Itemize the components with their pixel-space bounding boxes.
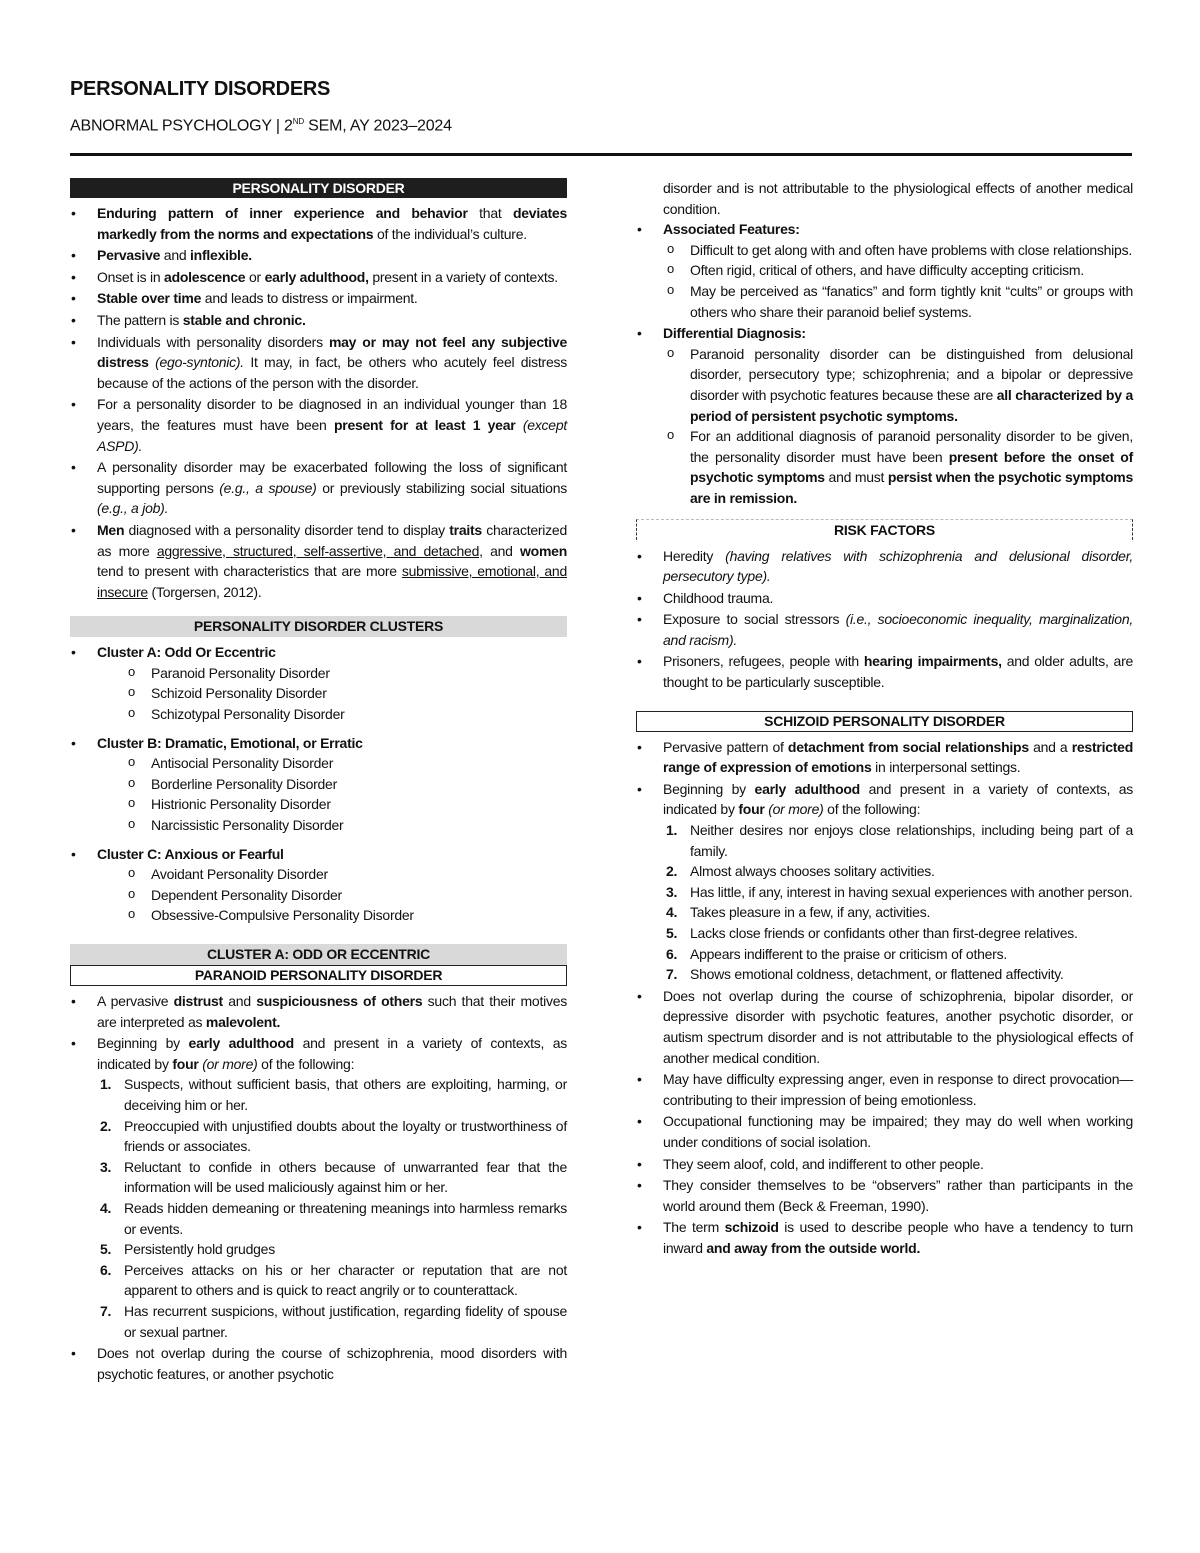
list-item: • Stable over time and leads to distress or impairment.: [70, 288, 567, 309]
document-subtitle: [70, 117, 452, 135]
list-item: • They seem aloof, cold, and indifferent to other people.: [636, 1154, 1133, 1175]
section-heading-schizoid: SCHIZOID PERSONALITY DISORDER: [636, 711, 1133, 732]
list-item: • Occupational functioning may be impaired; they may do well when working under conditions of social isolation.: [636, 1111, 1133, 1152]
sub-item: o Borderline Personality Disorder: [124, 774, 567, 795]
list-item: • A pervasive distrust and suspiciousness of others such that their motives are interpreted as malevolent.: [70, 991, 567, 1032]
sub-item: o Schizoid Personality Disorder: [124, 683, 567, 704]
sub-item: o Antisocial Personality Disorder: [124, 753, 567, 774]
cluster-item: • Cluster A: Odd Or Eccentric o Paranoid Personality Disorder o Schizoid Personality Disorder o Schizotypal Personality Disorder: [70, 642, 567, 724]
section-heading-paranoid: PARANOID PERSONALITY DISORDER: [70, 965, 567, 986]
sub-item: o For an additional diagnosis of paranoid personality disorder to be given, the personality disorder must have been present before the onset of psychotic symptoms and must persist when the psychotic symptoms are in remission.: [663, 426, 1133, 508]
criterion-item: 1. Suspects, without sufficient basis, that others are exploiting, harming, or deceiving him or her.: [100, 1076, 567, 1113]
criterion-item: 3. Has little, if any, interest in having sexual experiences with another person.: [666, 883, 1133, 900]
right-column: [636, 178, 1133, 1260]
clusters-list: [70, 642, 567, 926]
subtitle-text: ABNORMAL PSYCHOLOGY | 2: [70, 117, 293, 135]
sub-item: o Schizotypal Personality Disorder: [124, 704, 567, 725]
personality-disorder-list: [70, 203, 567, 602]
paranoid-continued-list: [636, 219, 1133, 508]
list-item: • Enduring pattern of inner experience and behavior that deviates markedly from the norms and expectations of the individual’s culture.: [70, 203, 567, 244]
criterion-item: 2. Almost always chooses solitary activities.: [666, 863, 935, 880]
subtitle-text-end: SEM, AY 2023–2024: [303, 117, 452, 135]
list-item: • Men diagnosed with a personality disorder tend to display traits characterized as more aggressive, structured, self-assertive, and detached, and women tend to present with characteristics that are more submissive, emotional, and insecure (Torgersen, 2012).: [70, 520, 567, 602]
risk-factors-list: [636, 546, 1133, 693]
continued-text: disorder and is not attributable to the physiological effects of another medical condition.: [663, 180, 1133, 217]
list-item: • Does not overlap during the course of schizophrenia, bipolar disorder, or depressive disorder with psychotic features, another psychotic disorder, or autism spectrum disorder and is not attributable to the physiological effects of another medical condition.: [636, 986, 1133, 1068]
subtitle-superscript: ND: [292, 117, 304, 126]
list-item: • Childhood trauma.: [636, 588, 1133, 609]
list-item: • Does not overlap during the course of schizophrenia, mood disorders with psychotic features, or another psychotic: [70, 1343, 567, 1384]
cluster-item: • Cluster C: Anxious or Fearful o Avoidant Personality Disorder o Dependent Personality Disorder o Obsessive-Compulsive Personality Disorder: [70, 844, 567, 926]
cluster-item: • Cluster B: Dramatic, Emotional, or Erratic o Antisocial Personality Disorder o Borderline Personality Disorder o Histrionic Personality Disorder o Narcissistic Personality Disorder: [70, 733, 567, 836]
sub-item: o Obsessive-Compulsive Personality Disorder: [124, 905, 567, 926]
left-column: [70, 178, 567, 1385]
criterion-item: 3. Reluctant to confide in others because of unwarranted fear that the information will be used maliciously against him or her.: [100, 1158, 567, 1196]
criterion-item: 7. Has recurrent suspicions, without justification, regarding fidelity of spouse or sexual partner.: [100, 1302, 567, 1340]
list-item: • Associated Features: o Difficult to get along with and often have problems with close relationships. o Often rigid, critical of others, and have difficulty accepting criticism. o May be perceived as “fanatics” and form tightly knit “cults” or groups with others who share their paranoid belief systems.: [636, 219, 1133, 322]
list-item: • Pervasive pattern of detachment from social relationships and a restricted range of expression of emotions in interpersonal settings.: [636, 737, 1133, 778]
sub-item: o Paranoid personality disorder can be distinguished from delusional disorder, persecutory type; schizophrenia; and a bipolar or depressive disorder with psychotic features because these are all characterized by a period of persistent psychotic symptoms.: [663, 344, 1133, 426]
criterion-item: 4. Reads hidden demeaning or threatening meanings into harmless remarks or events.: [100, 1199, 567, 1237]
list-item: • Differential Diagnosis: o Paranoid personality disorder can be distinguished from delusional disorder, persecutory type; schizophrenia; and a bipolar or depressive disorder with psychotic features because these are all characterized by a period of persistent psychotic symptoms. o For an additional diagnosis of paranoid personality disorder to be given, the personality disorder must have been present before the onset of psychotic symptoms and must persist when the psychotic symptoms are in remission.: [636, 323, 1133, 508]
sub-item: o Histrionic Personality Disorder: [124, 794, 567, 815]
sub-item: o Often rigid, critical of others, and have difficulty accepting criticism.: [663, 260, 1133, 281]
section-heading-clusters: PERSONALITY DISORDER CLUSTERS: [70, 616, 567, 637]
list-item: • May have difficulty expressing anger, even in response to direct provocation—contributing to their impression of being emotionless.: [636, 1069, 1133, 1110]
list-item: • Onset is in adolescence or early adulthood, present in a variety of contexts.: [70, 267, 567, 288]
criterion-item: 6. Perceives attacks on his or her character or reputation that are not apparent to others and is quick to react angrily or to counterattack.: [100, 1261, 567, 1299]
section-heading-personality-disorder: PERSONALITY DISORDER: [70, 178, 567, 198]
criterion-item: 2. Preoccupied with unjustified doubts about the loyalty or trustworthiness of friends or associates.: [100, 1117, 567, 1155]
sub-item: o Narcissistic Personality Disorder: [124, 815, 567, 836]
list-item: • The pattern is stable and chronic.: [70, 310, 567, 331]
sub-item: o Dependent Personality Disorder: [124, 885, 567, 906]
document-title: PERSONALITY DISORDERS: [70, 78, 331, 100]
list-item: • Exposure to social stressors (i.e., socioeconomic inequality, marginalization, and racism).: [636, 609, 1133, 650]
sub-item: o Avoidant Personality Disorder: [124, 864, 567, 885]
list-item: • For a personality disorder to be diagnosed in an individual younger than 18 years, the features must have been present for at least 1 year (except ASPD).: [70, 394, 567, 456]
criterion-item: 1. Neither desires nor enjoys close relationships, including being part of a family.: [666, 822, 1133, 859]
criterion-item: 6. Appears indifferent to the praise or criticism of others.: [666, 945, 1007, 962]
list-item: • Individuals with personality disorders may or may not feel any subjective distress (ego-syntonic). It may, in fact, be others who acutely feel distress because of the actions of the person with the disorder.: [70, 332, 567, 394]
criterion-item: 7. Shows emotional coldness, detachment, or flattened affectivity.: [666, 966, 1064, 983]
section-heading-cluster-a: CLUSTER A: ODD OR ECCENTRIC: [70, 944, 567, 965]
list-item: • Pervasive and inflexible.: [70, 245, 567, 266]
paranoid-list: [70, 991, 567, 1384]
sub-item: o Difficult to get along with and often have problems with close relationships.: [663, 240, 1133, 261]
section-heading-risk-factors: RISK FACTORS: [636, 519, 1133, 540]
criterion-item: 4. Takes pleasure in a few, if any, activities.: [666, 904, 931, 921]
sub-item: o May be perceived as “fanatics” and form tightly knit “cults” or groups with others who share their paranoid belief systems.: [663, 281, 1133, 322]
list-item: • Beginning by early adulthood and present in a variety of contexts, as indicated by four (or more) of the following: 1. Suspects, without sufficient basis, that others are exploiting, harming, or deceiving him or her. 2. Preoccupied with unjustified doubts about the loyalty or trustworthiness of friends or associates. 3. Reluctant to confide in others because of unwarranted fear that the information will be used maliciously against him or her. 4. Reads hidden demeaning or threatening meanings into harmless remarks or events. 5. Persistently hold grudges 6. Perceives attacks on his or her character or reputation that are not apparent to others and is quick to react angrily or to counterattack. 7. Has recurrent suspicions, without justification, regarding fidelity of spouse or sexual partner.: [70, 1033, 567, 1342]
list-item: • Prisoners, refugees, people with hearing impairments, and older adults, are thought to be particularly susceptible.: [636, 651, 1133, 692]
sub-item: o Paranoid Personality Disorder: [124, 663, 567, 684]
header-divider: [70, 153, 1132, 156]
criterion-item: 5. Persistently hold grudges: [100, 1241, 275, 1258]
list-item: • They consider themselves to be “observers” rather than participants in the world around them (Beck & Freeman, 1990).: [636, 1175, 1133, 1216]
list-item: • Heredity (having relatives with schizophrenia and delusional disorder, persecutory type).: [636, 546, 1133, 587]
list-item: • Beginning by early adulthood and present in a variety of contexts, as indicated by four (or more) of the following: 1. Neither desires nor enjoys close relationships, including being part of a family. 2. Almost always chooses solitary activities. 3. Has little, if any, interest in having sexual experiences with another person. 4. Takes pleasure in a few, if any, activities. 5. Lacks close friends or confidants other than first-degree relatives. 6. Appears indifferent to the praise or criticism of others. 7. Shows emotional coldness, detachment, or flattened affectivity.: [636, 779, 1133, 985]
list-item: • A personality disorder may be exacerbated following the loss of significant supporting persons (e.g., a spouse) or previously stabilizing social situations (e.g., a job).: [70, 457, 567, 519]
list-item: • The term schizoid is used to describe people who have a tendency to turn inward and away from the outside world.: [636, 1217, 1133, 1258]
schizoid-list: [636, 737, 1133, 1259]
criterion-item: 5. Lacks close friends or confidants other than first-degree relatives.: [666, 925, 1078, 941]
